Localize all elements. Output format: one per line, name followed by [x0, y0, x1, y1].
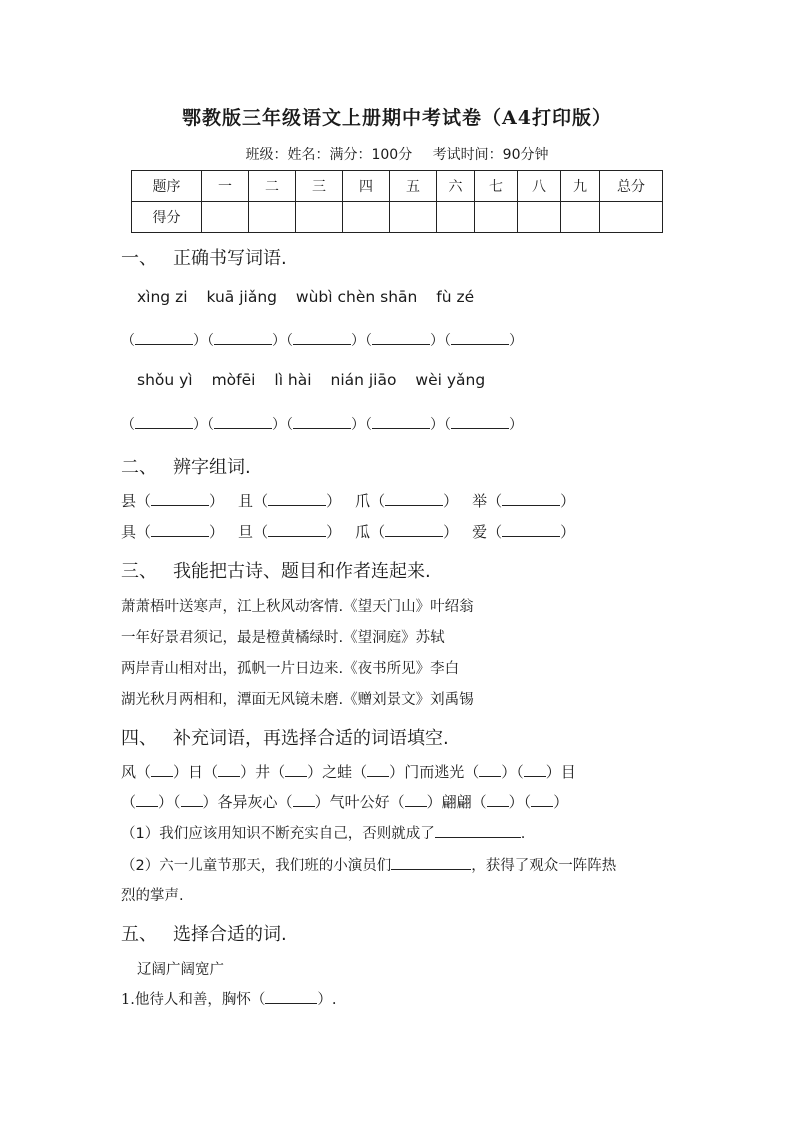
answer-blank[interactable]	[151, 522, 209, 537]
header-cell: 五	[390, 171, 437, 202]
header-cell: 三	[296, 171, 343, 202]
section-3-heading	[121, 557, 431, 583]
answer-blank[interactable]	[524, 762, 546, 777]
row-label-cell: 得分	[132, 202, 202, 233]
word-options: 辽阔广阔宽广	[137, 962, 224, 978]
section-5-heading	[121, 920, 287, 946]
section-title: 辨字组词.	[173, 457, 251, 478]
pinyin-row-1	[137, 288, 488, 306]
section-number: 二、	[121, 457, 157, 478]
answer-blank[interactable]	[385, 522, 443, 537]
score-cell[interactable]	[249, 202, 296, 233]
fill-sentence-2-continued: 烈的掌声.	[121, 888, 184, 904]
character: 且	[238, 492, 254, 510]
section-title: 补充词语，再选择合适的词语填空.	[173, 728, 449, 749]
sentence-text: （1）我们应该用知识不断充实自己，否则就成了	[121, 826, 435, 842]
section-number: 一、	[121, 248, 157, 269]
idiom-fragment: 门而逃光	[404, 763, 465, 781]
answer-blanks-row-1: （ ）（ ）（ ）（ ）（ ）	[121, 330, 523, 350]
question-text: ）.	[317, 992, 337, 1008]
header-cell: 二	[249, 171, 296, 202]
idiom-fragment: 之蛙	[322, 763, 353, 781]
char-pairs-row-1: 县（ ） 且（ ） 爪（ ） 举（ ）	[121, 492, 576, 510]
poem-line: 萧萧梧叶送寒声，江上秋风动客情.《望天门山》叶绍翁	[121, 599, 474, 615]
exam-info	[0, 144, 794, 164]
sentence-text: ，获得了观众一阵阵热	[471, 858, 617, 874]
sentence-text: .	[520, 826, 526, 842]
answer-blank[interactable]	[293, 414, 351, 429]
answer-blank[interactable]	[372, 330, 430, 345]
idiom-fragment: 井	[255, 763, 271, 781]
answer-blanks-row-2: （ ）（ ）（ ）（ ）（ ）	[121, 414, 523, 434]
char-pairs-row-2: 具（ ） 旦（ ） 瓜（ ） 爱（ ）	[121, 523, 576, 541]
section-1-heading	[121, 244, 287, 270]
answer-blank[interactable]	[391, 855, 471, 870]
answer-blank[interactable]	[293, 792, 315, 807]
score-cell[interactable]	[437, 202, 475, 233]
answer-blank[interactable]	[405, 792, 427, 807]
header-cell: 四	[343, 171, 390, 202]
poem-line: 两岸青山相对出，孤帆一片日边来.《夜书所见》李白	[121, 661, 460, 677]
header-cell: 题序	[132, 171, 202, 202]
header-cell: 总分	[600, 171, 663, 202]
answer-blank[interactable]	[479, 762, 501, 777]
page-title: 鄂教版三年级语文上册期中考试卷（A4打印版）	[182, 107, 612, 129]
pinyin-item: shǒu yì	[137, 371, 193, 389]
character: 爱	[472, 523, 488, 541]
section-4-heading	[121, 724, 449, 750]
answer-blank[interactable]	[451, 414, 509, 429]
section-title: 选择合适的词.	[173, 924, 287, 945]
idiom-fragment: 翩翩	[441, 793, 472, 811]
answer-blank[interactable]	[265, 989, 317, 1004]
score-cell[interactable]	[475, 202, 518, 233]
header-cell: 六	[437, 171, 475, 202]
answer-blank[interactable]	[502, 491, 560, 506]
idiom-fragment: 日	[188, 763, 204, 781]
idiom-fragment: 目	[560, 763, 576, 781]
answer-blank[interactable]	[385, 491, 443, 506]
score-table	[131, 170, 663, 233]
fill-sentence-2	[121, 854, 616, 875]
answer-blank[interactable]	[135, 414, 193, 429]
answer-blank[interactable]	[531, 792, 553, 807]
answer-blank[interactable]	[214, 330, 272, 345]
character: 旦	[238, 523, 254, 541]
character: 县	[121, 492, 137, 510]
question-text: 1.他待人和善，胸怀（	[121, 992, 266, 1008]
sentence-text: （2）六一儿童节那天，我们班的小演员们	[121, 858, 392, 874]
header-cell: 七	[475, 171, 518, 202]
pinyin-item: xìng zi	[137, 288, 188, 306]
answer-blank[interactable]	[372, 414, 430, 429]
pinyin-item: wèi yǎng	[415, 371, 486, 389]
q5-question-1	[121, 988, 336, 1009]
pinyin-item: fù zé	[436, 288, 475, 306]
class-name-score-label: 班级：姓名：满分：100分	[245, 147, 413, 163]
header-cell: 八	[518, 171, 561, 202]
character: 爪	[355, 492, 371, 510]
score-cell[interactable]	[518, 202, 561, 233]
answer-blank[interactable]	[135, 330, 193, 345]
score-cell[interactable]	[343, 202, 390, 233]
answer-blank[interactable]	[218, 762, 240, 777]
answer-blank[interactable]	[367, 762, 389, 777]
answer-blank[interactable]	[214, 414, 272, 429]
poem-line: 湖光秋月两相和，潭面无风镜未磨.《赠刘景文》刘禹锡	[121, 692, 474, 708]
pinyin-item: nián jiāo	[330, 371, 397, 389]
score-cell[interactable]	[202, 202, 249, 233]
pinyin-item: wùbì chèn shān	[295, 288, 418, 306]
answer-blank[interactable]	[293, 330, 351, 345]
section-number: 五、	[121, 924, 157, 945]
idiom-fragment: 气叶公好	[329, 793, 390, 811]
header-cell: 九	[561, 171, 600, 202]
pinyin-item: lì hài	[274, 371, 312, 389]
section-number: 四、	[121, 728, 157, 749]
answer-blank[interactable]	[268, 491, 326, 506]
idiom-row-1: 风（ ）日（ ）井（ ）之蛙（ ）门而逃光（ ）（ ）目	[121, 763, 576, 781]
fill-sentence-1	[121, 822, 525, 843]
pinyin-row-2	[137, 371, 499, 389]
character: 具	[121, 523, 137, 541]
answer-blank[interactable]	[487, 792, 509, 807]
answer-blank[interactable]	[502, 522, 560, 537]
section-number: 三、	[121, 561, 157, 582]
answer-blank[interactable]	[151, 491, 209, 506]
idiom-fragment: 风	[121, 763, 137, 781]
idiom-row-2: （ ）（ ）各异灰心（ ）气叶公好（ ）翩翩（ ）（ ）	[121, 793, 569, 811]
answer-blank[interactable]	[151, 762, 173, 777]
section-title: 我能把古诗、题目和作者连起来.	[173, 561, 431, 582]
section-2-heading	[121, 453, 251, 479]
score-table-score-row	[132, 202, 663, 233]
idiom-fragment: 各异灰心	[217, 793, 278, 811]
pinyin-item: kuā jiǎng	[206, 288, 277, 306]
section-title: 正确书写词语.	[173, 248, 287, 269]
answer-blank[interactable]	[268, 522, 326, 537]
score-cell[interactable]	[600, 202, 663, 233]
answer-blank[interactable]	[181, 792, 203, 807]
answer-blank[interactable]	[435, 823, 521, 838]
score-cell[interactable]	[296, 202, 343, 233]
answer-blank[interactable]	[136, 792, 158, 807]
score-cell[interactable]	[390, 202, 437, 233]
answer-blank[interactable]	[285, 762, 307, 777]
exam-time-label: 考试时间：90分钟	[432, 147, 549, 163]
score-cell[interactable]	[561, 202, 600, 233]
character: 瓜	[355, 523, 371, 541]
header-cell: 一	[202, 171, 249, 202]
poem-line: 一年好景君须记，最是橙黄橘绿时.《望洞庭》苏轼	[121, 630, 445, 646]
score-table-header-row	[132, 171, 663, 202]
character: 举	[472, 492, 488, 510]
pinyin-item: mòfēi	[211, 371, 256, 389]
answer-blank[interactable]	[451, 330, 509, 345]
